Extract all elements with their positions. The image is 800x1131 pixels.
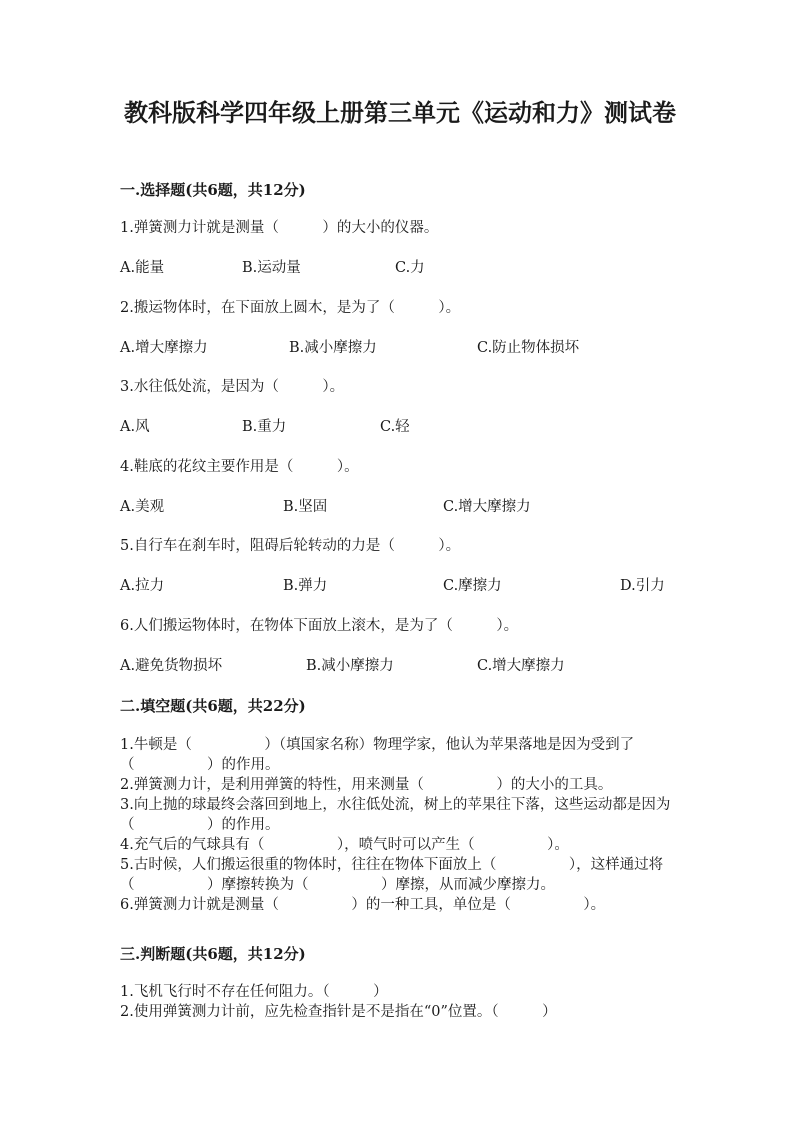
option-5c: C.摩擦力: [443, 578, 502, 594]
section-heading-choice: 一.选择题(共6题，共12分): [120, 181, 306, 199]
option-2c: C.防止物体损坏: [477, 340, 580, 356]
page-title: 教科版科学四年级上册第三单元《运动和力》测试卷: [124, 98, 676, 127]
option-2b: B.减小摩擦力: [289, 340, 377, 356]
fill-item-4: 4.充气后的气球具有（ ），喷气时可以产生（ ）。: [120, 837, 569, 853]
fill-item-1: 1.牛顿是（ ）（填国家名称）物理学家，他认为苹果落地是因为受到了（ ）的作用。: [120, 737, 635, 773]
option-1c: C.力: [395, 260, 425, 276]
option-3a: A.风: [120, 419, 150, 435]
option-5a: A.拉力: [120, 578, 165, 594]
option-6a: A.避免货物损坏: [120, 658, 223, 674]
option-6c: C.增大摩擦力: [477, 658, 565, 674]
option-1a: A.能量: [120, 260, 165, 276]
question-1: 1.弹簧测力计就是测量（ ）的大小的仪器。: [120, 220, 439, 236]
fill-blank-list: [120, 735, 680, 915]
option-5b: B.弹力: [283, 578, 328, 594]
fill-item-6: 6.弹簧测力计就是测量（ ）的一种工具，单位是（ ）。: [120, 897, 606, 913]
question-4: 4.鞋底的花纹主要作用是（ ）。: [120, 459, 359, 475]
option-2a: A.增大摩擦力: [120, 340, 208, 356]
section-heading-fill: 二.填空题(共6题，共22分): [120, 697, 306, 715]
question-3: 3.水往低处流，是因为（ ）。: [120, 379, 345, 395]
option-3c: C.轻: [380, 419, 410, 435]
option-6b: B.减小摩擦力: [306, 658, 394, 674]
judge-list: [120, 982, 680, 1022]
fill-item-2: 2.弹簧测力计，是利用弹簧的特性，用来测量（ ）的大小的工具。: [120, 777, 613, 793]
question-6: 6.人们搬运物体时，在物体下面放上滚木，是为了（ ）。: [120, 618, 519, 634]
judge-item-2: 2.使用弹簧测力计前，应先检查指针是不是指在“0”位置。（ ）: [120, 1004, 557, 1020]
option-4c: C.增大摩擦力: [443, 499, 531, 515]
judge-item-1: 1.飞机飞行时不存在任何阻力。（ ）: [120, 984, 388, 1000]
question-5: 5.自行车在刹车时，阻碍后轮转动的力是（ ）。: [120, 538, 461, 554]
option-4b: B.坚固: [283, 499, 328, 515]
section-heading-judge: 三.判断题(共6题，共12分): [120, 945, 306, 963]
question-2: 2.搬运物体时，在下面放上圆木，是为了（ ）。: [120, 300, 461, 316]
option-4a: A.美观: [120, 499, 165, 515]
option-1b: B.运动量: [242, 260, 301, 276]
fill-item-5: 5.古时候，人们搬运很重的物体时，往往在物体下面放上（ ），这样通过将（ ）摩擦转换为（ ）摩擦，从而减少摩擦力。: [120, 857, 664, 893]
fill-item-3: 3.向上抛的球最终会落回到地上，水往低处流，树上的苹果往下落，这些运动都是因为（ ）的作用。: [120, 797, 671, 833]
option-3b: B.重力: [242, 419, 287, 435]
option-5d: D.引力: [620, 578, 665, 594]
